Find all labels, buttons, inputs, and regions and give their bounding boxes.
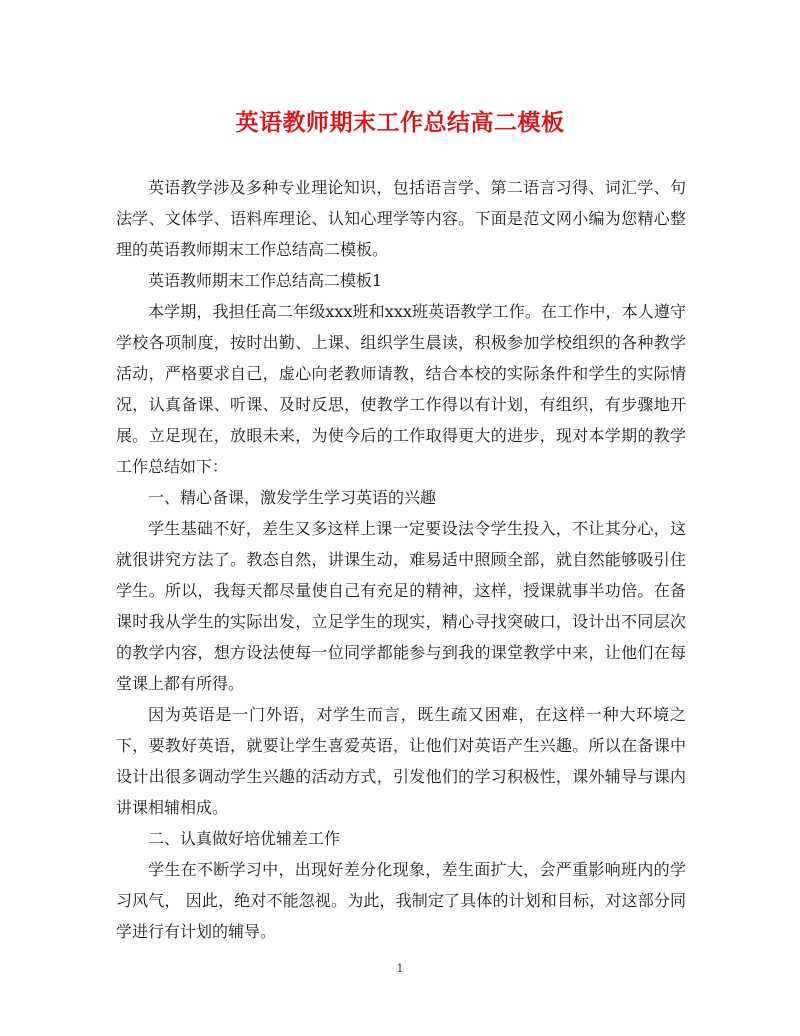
document-body [116,172,686,947]
page-number: 1 [396,962,404,975]
section-heading-2: 二、认真做好培优辅差工作 [148,829,341,848]
paragraph-template-heading: 英语教师期末工作总结高二模板1 [148,271,383,290]
section-heading-1: 一、精心备课，激发学生学习英语的兴趣 [148,488,437,507]
paragraph-overview: 本学期，我担任高二年级xxx班和xxx班英语教学工作。在工作中，本人遵守学校各项制度，按时出勤、上课、组织学生晨读，积极参加学校组织的各种教学活动，严格要求自己，虚心向老教师请教，结合本校的实际条件和学生的实际情况，认真备课、听课、及时反思，使教学工作得以有计划，有组织，有步骤地开展。立足现在，放眼未来，为使今后的工作取得更大的进步，现对本学期的教学工作总结如下： [116,302,686,476]
paragraph-section1-b: 因为英语是一门外语，对学生而言，既生疏又困难，在这样一种大环境之下，要教好英语，就要让学生喜爱英语，让他们对英语产生兴趣。所以在备课中设计出很多调动学生兴趣的活动方式，引发他们的学习积极性，课外辅导与课内讲课相辅相成。 [116,705,686,817]
paragraph-section2-a: 学生在不断学习中，出现好差分化现象，差生面扩大，会严重影响班内的学习风气， 因此，绝对不能忽视。为此，我制定了具体的计划和目标，对这部分同学进行有计划的辅导。 [116,860,686,941]
document-title: 英语教师期末工作总结高二模板 [235,109,565,136]
paragraph-intro: 英语教学涉及多种专业理论知识，包括语言学、第二语言习得、词汇学、句法学、文体学、语料库理论、认知心理学等内容。下面是范文网小编为您精心整理的英语教师期末工作总结高二模板。 [116,178,686,259]
paragraph-section1-a: 学生基础不好，差生又多这样上课一定要设法令学生投入，不让其分心，这就很讲究方法了。教态自然，讲课生动，难易适中照顾全部，就自然能够吸引住学生。所以，我每天都尽量使自己有充足的精神，这样，授课就事半功倍。在备课时我从学生的实际出发，立足学生的现实，精心寻找突破口，设计出不同层次的教学内容，想方设法使每一位同学都能参与到我的课堂教学中来，让他们在每堂课上都有所得。 [116,519,686,693]
